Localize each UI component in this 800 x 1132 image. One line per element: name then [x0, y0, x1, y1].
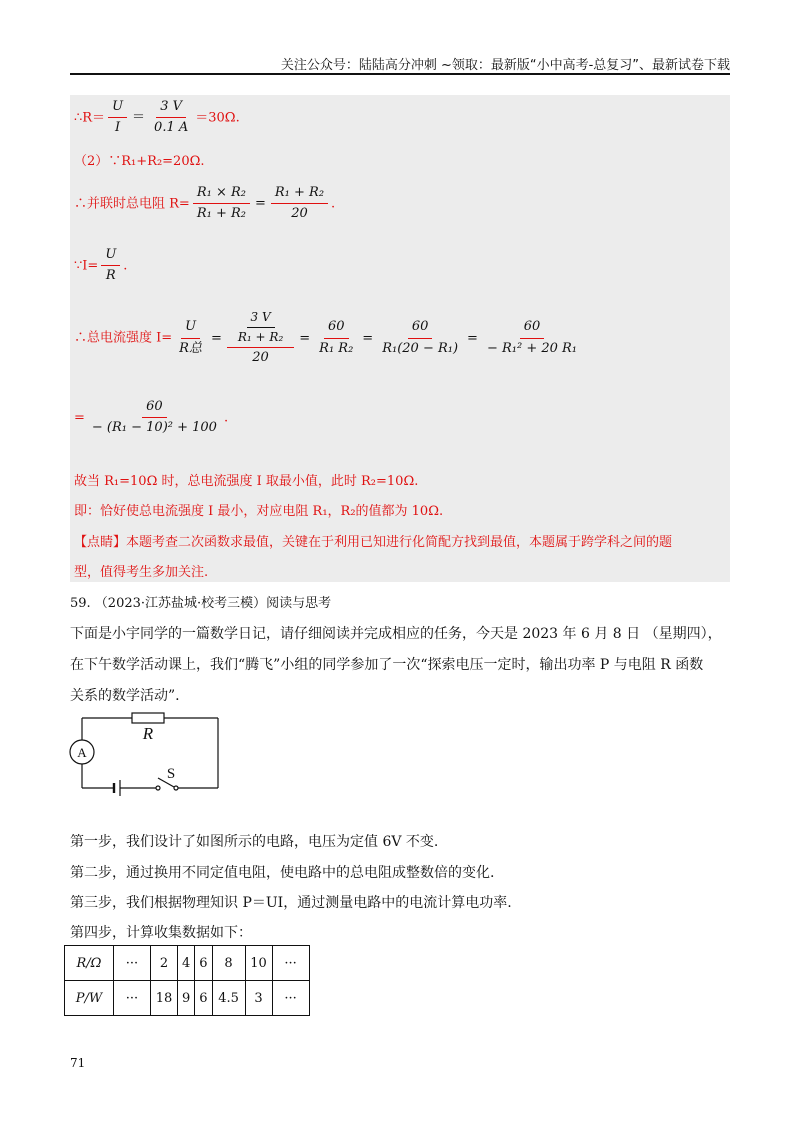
solution-line-6: = $\frac{60}{\text{− (R₁ − 10)² + 100}}$ .	[74, 399, 229, 436]
solution-block	[70, 95, 730, 582]
table-cell: 2	[151, 946, 178, 981]
table-cell: ···	[272, 981, 309, 1016]
data-table	[64, 945, 310, 1016]
table-row	[65, 946, 310, 981]
solution-line-8: 即：恰好使总电流强度 I 最小，对应电阻 R₁，R₂的值都为 10Ω.	[74, 504, 444, 519]
ammeter-label: A	[77, 745, 87, 760]
problem-paragraph-1: 下面是小宇同学的一篇数学日记，请仔细阅读并完成相应的任务，今天是 2023 年 6 月 8 日 （星期四），	[70, 626, 722, 642]
solution-line-7: 故当 R₁=10Ω 时，总电流强度 I 取最小值，此时 R₂=10Ω.	[74, 474, 419, 489]
table-cell: 10	[245, 946, 272, 981]
table-cell: ···	[114, 981, 151, 1016]
step-1: 第一步，我们设计了如图所示的电路，电压为定值 6V 不变.	[70, 834, 439, 850]
solution-line-2: （2）∵R₁+R₂=20Ω.	[74, 154, 205, 169]
step-3: 第三步，我们根据物理知识 P＝UI，通过测量电路中的电流计算电功率.	[70, 895, 512, 911]
nested-fraction: $\frac{\frac{3 V}{\text{R₁ + R₂}}}{20}$	[227, 310, 294, 366]
page-header: 关注公众号：陆陆高分冲刺 ~领取：最新版“小中高考-总复习”、最新试卷下载	[280, 58, 730, 73]
table-cell: 18	[151, 981, 178, 1016]
problem-title: 59. （2023·江苏盐城·校考三模）阅读与思考	[70, 596, 332, 611]
solution-line-5: ∴总电流强度 I= $\frac{U}{\text{R总}}$ = $\frac{\frac{3 V}{\text{R₁ + R₂}}}{20}$ = $\frac{60}{\text{R₁ R₂}}$ = $\frac{60}{\text{R₁(20 − R₁)}}$ = $\frac{60}{\text{− R₁² + 20 R₁}}$	[74, 310, 584, 366]
fraction: $\frac{U}{R}$	[101, 247, 120, 285]
header-divider	[70, 73, 730, 75]
fraction: $\frac{60}{\text{− R₁² + 20 R₁}}$	[486, 319, 578, 356]
table-row	[65, 981, 310, 1016]
problem-paragraph-3: 关系的数学活动”.	[70, 688, 180, 704]
solution-line-3: ∴并联时总电阻 R= $\frac{\text{R₁ × R₂}}{\text{R₁ + R₂}}$ = $\frac{\text{R₁ + R₂}}{20}$ .	[74, 185, 336, 222]
table-cell: 4.5	[212, 981, 245, 1016]
problem-paragraph-2: 在下午数学活动课上，我们“腾飞”小组的同学参加了一次“探索电压一定时，输出功率 P 与电阻 R 函数	[70, 657, 704, 673]
resistor-symbol	[132, 713, 164, 723]
fraction: $\frac{\text{R₁ × R₂}}{\text{R₁ + R₂}}$	[193, 185, 250, 223]
table-cell: 4	[178, 946, 195, 981]
step-2: 第二步，通过换用不同定值电阻，使电路中的总电阻成整数倍的变化.	[70, 865, 495, 881]
table-cell: 8	[212, 946, 245, 981]
switch-label: S	[166, 766, 176, 782]
table-cell: 9	[178, 981, 195, 1016]
fraction: $\frac{U}{I}$	[108, 99, 127, 137]
fraction: $\frac{\text{R₁ + R₂}}{20}$	[271, 185, 328, 223]
table-cell: R/Ω	[65, 946, 114, 981]
fraction: $\frac{60}{\text{− (R₁ − 10)² + 100}}$	[91, 399, 217, 436]
table-cell: ···	[272, 946, 309, 981]
switch-contact-right	[174, 786, 178, 790]
resistor-label: R	[142, 724, 154, 743]
table-cell: 6	[195, 946, 212, 981]
step-4: 第四步，计算收集数据如下：	[70, 925, 252, 941]
circuit-diagram	[68, 706, 228, 796]
fraction: $\frac{3 V}{0.1 A}$	[154, 99, 189, 136]
fraction: $\frac{U}{\text{R总}}$	[179, 319, 202, 356]
table-cell: P/W	[65, 981, 114, 1016]
table-cell: ···	[114, 946, 151, 981]
solution-line-9: 【点睛】本题考查二次函数求最值，关键在于利用已知进行化简配方找到最值，本题属于跨学科之间的题	[74, 535, 673, 550]
table-cell: 6	[195, 981, 212, 1016]
fraction: $\frac{60}{\text{R₁ R₂}}$	[319, 319, 354, 356]
solution-line-10: 型，值得考生多加关注.	[74, 565, 209, 580]
solution-line-1: ∴R＝ $\frac{U}{I}$ ＝ $\frac{3 V}{0.1 A}$ ＝30Ω.	[74, 99, 240, 136]
switch-contact-left	[156, 786, 160, 790]
fraction: $\frac{60}{\text{R₁(20 − R₁)}}$	[382, 319, 459, 356]
page-number: 71	[70, 1056, 86, 1070]
solution-line-4: ∵I= $\frac{U}{R}$ .	[74, 247, 128, 284]
table-cell: 3	[245, 981, 272, 1016]
remark-tag: 【点睛】	[74, 535, 127, 550]
